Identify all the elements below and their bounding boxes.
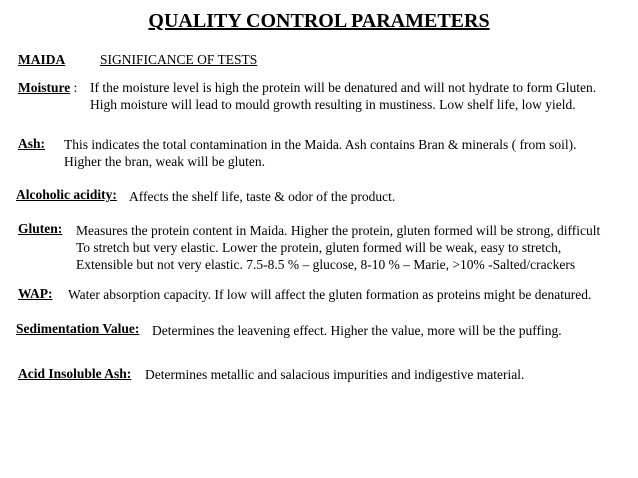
- ash-description: [64, 136, 577, 170]
- page-title: QUALITY CONTROL PARAMETERS: [148, 10, 490, 32]
- gluten-label: Gluten:: [18, 221, 63, 236]
- acid-insoluble-ash-description: [145, 366, 524, 383]
- sedimentation-value-line: Determines the leavening effect. Higher the value, more will be the puffing.: [152, 323, 562, 338]
- gluten-line: To stretch but very elastic. Lower the protein, gluten formed will be weak, easy to stretch,: [76, 240, 562, 255]
- moisture-line: High moisture will lead to mould growth resulting in mustiness. Low shelf life, low yield.: [90, 97, 576, 112]
- moisture-label-group: [18, 80, 77, 96]
- ash-label: Ash:: [18, 136, 46, 151]
- moisture-description: [90, 79, 596, 113]
- moisture-line: If the moisture level is high the protein will be denatured and will not hydrate to form Gluten.: [90, 80, 597, 95]
- moisture-label: Moisture: [18, 80, 71, 95]
- moisture-colon: :: [73, 80, 78, 95]
- alcoholic-acidity-line: Affects the shelf life, taste & odor of the product.: [129, 189, 396, 204]
- header-maida: MAIDA: [18, 52, 66, 67]
- gluten-line: Extensible but not very elastic. 7.5-8.5 % – glucose, 8-10 % – Marie, >10% -Salted/crackers: [76, 257, 576, 272]
- sedimentation-value-label: Sedimentation Value:: [16, 321, 140, 336]
- acid-insoluble-ash-label: Acid Insoluble Ash:: [18, 366, 132, 381]
- wap-line: Water absorption capacity. If low will affect the gluten formation as proteins might be denatured.: [68, 287, 592, 302]
- gluten-description: [76, 222, 600, 273]
- ash-line: Higher the bran, weak will be gluten.: [64, 154, 265, 169]
- gluten-line: Measures the protein content in Maida. Higher the protein, gluten formed will be strong, difficult: [76, 223, 601, 238]
- alcoholic-acidity-description: [129, 188, 395, 205]
- header-significance: SIGNIFICANCE OF TESTS: [100, 52, 258, 67]
- acid-insoluble-ash-line: Determines metallic and salacious impurities and indigestive material.: [145, 367, 525, 382]
- wap-label: WAP:: [18, 286, 53, 301]
- wap-description: [68, 286, 591, 303]
- ash-line: This indicates the total contamination in the Maida. Ash contains Bran & minerals ( from soil).: [64, 137, 577, 152]
- sedimentation-value-description: [152, 322, 562, 339]
- alcoholic-acidity-label: Alcoholic acidity:: [16, 187, 117, 202]
